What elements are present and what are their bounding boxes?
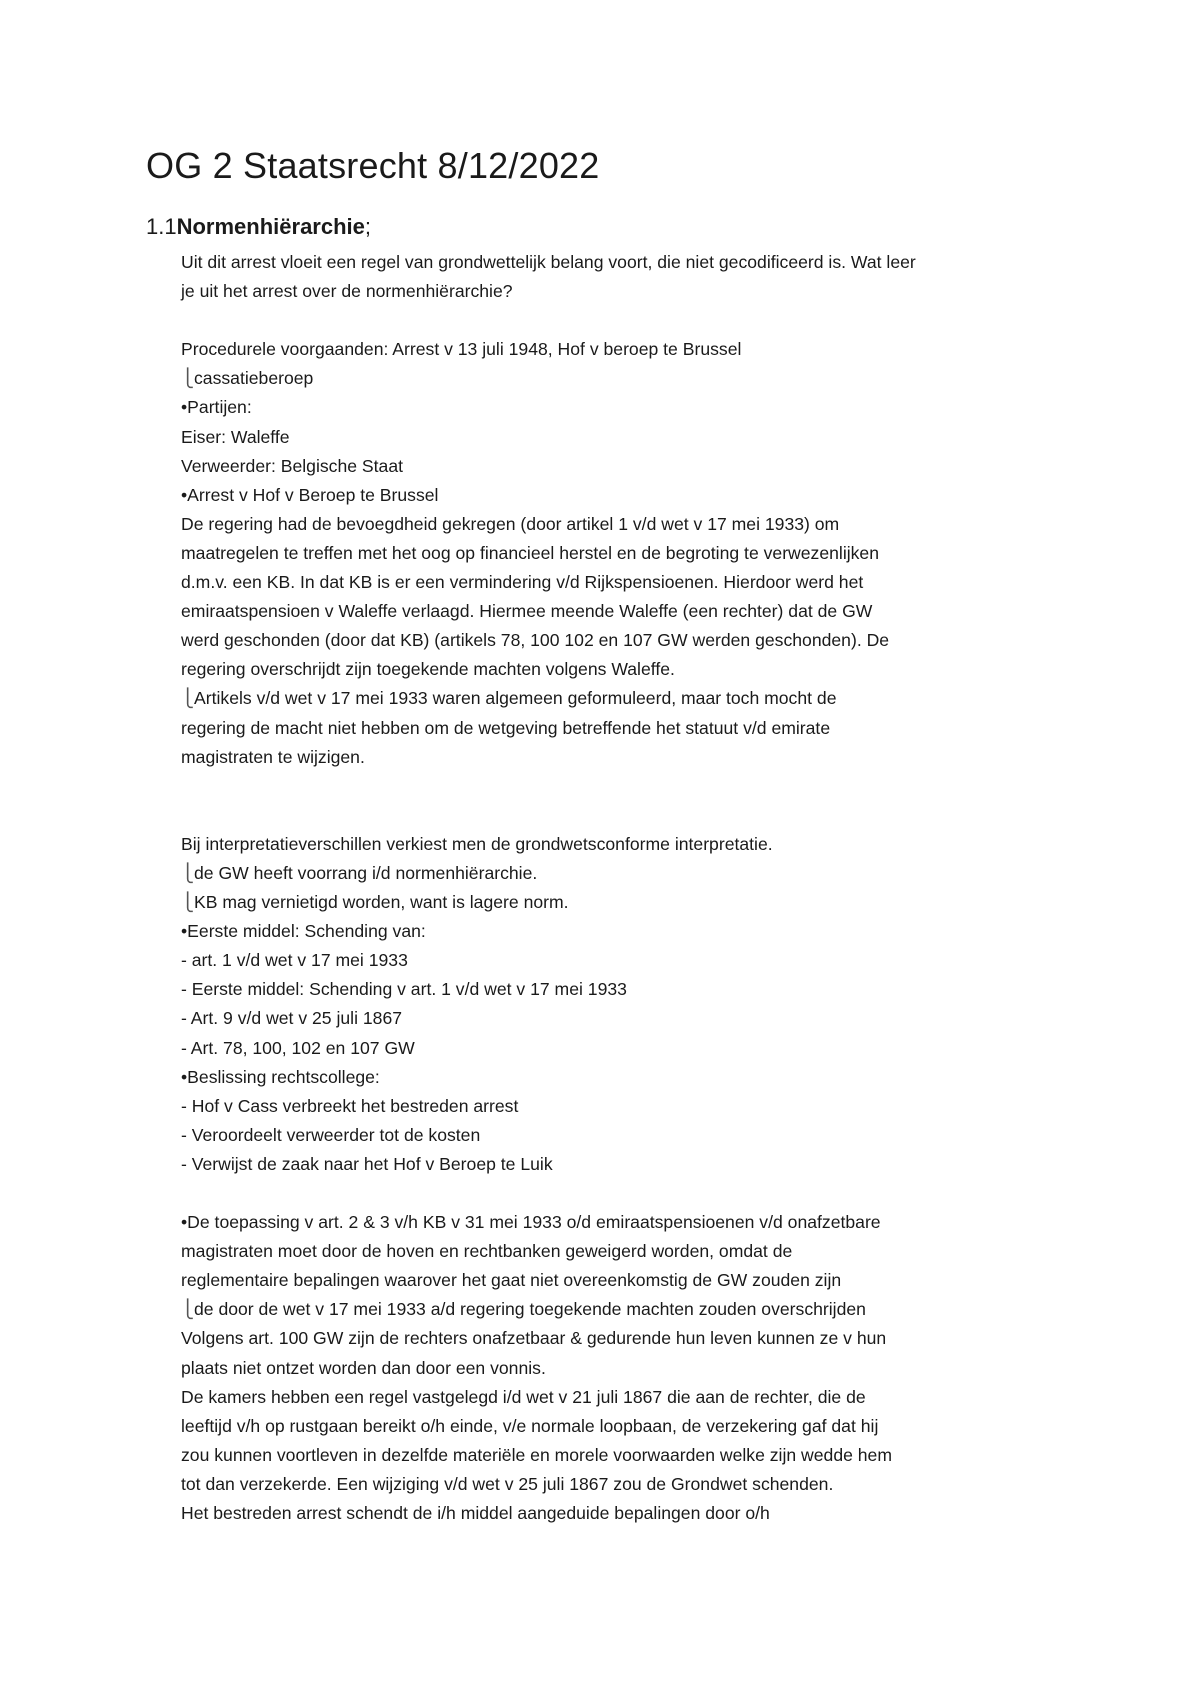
text-line [181, 452, 1061, 481]
text-line [181, 1150, 1061, 1179]
line-text: - Art. 78, 100, 102 en 107 GW [181, 1037, 415, 1058]
line-text: werd geschonden (door dat KB) (artikels 78, 100 102 en 107 GW werden geschonden). De [181, 630, 890, 651]
blank-line [181, 772, 1061, 801]
text-line [181, 1470, 1061, 1499]
text-line [181, 423, 1061, 452]
line-text: tot dan verzekerde. Een wijziging v/d wet v 25 juli 1867 zou de Grondwet schenden. [181, 1473, 834, 1494]
text-line [181, 510, 1061, 539]
bullet-line [181, 1208, 1061, 1237]
arrow-line [181, 1295, 1061, 1324]
line-text: leeftijd v/h op rustgaan bereikt o/h einde, v/e normale loopbaan, de verzekering gaf dat hij [181, 1415, 879, 1436]
arrow-icon: ⎩ [181, 1299, 195, 1320]
line-text: - Eerste middel: Schending v art. 1 v/d wet v 17 mei 1933 [181, 979, 627, 1000]
line-text: KB mag vernietigd worden, want is lagere norm. [194, 892, 569, 913]
text-line [181, 1266, 1061, 1295]
line-text: reglementaire bepalingen waarover het gaat niet overeenkomstig de GW zouden zijn [181, 1270, 842, 1291]
line-text: plaats niet ontzet worden dan door een vonnis. [181, 1357, 546, 1378]
document-body [181, 248, 1061, 1528]
bullet-icon: • [181, 397, 188, 418]
section-number: 1.1 [146, 214, 177, 239]
line-text: Eerste middel: Schending van: [187, 921, 426, 942]
line-text: zou kunnen voortleven in dezelfde materiële en morele voorwaarden welke zijn wedde hem [181, 1444, 893, 1465]
arrow-line [181, 888, 1061, 917]
text-line [181, 946, 1061, 975]
line-text: maatregelen te treffen met het oog op financieel herstel en de begroting te verwezenlijken [181, 542, 880, 563]
line-text: De kamers hebben een regel vastgelegd i/d wet v 21 juli 1867 die aan de rechter, die de [181, 1386, 866, 1407]
arrow-icon: ⎩ [181, 688, 195, 709]
blank-line [181, 1179, 1061, 1208]
text-line [181, 1004, 1061, 1033]
text-line [181, 830, 1061, 859]
bullet-line [181, 917, 1061, 946]
text-line [181, 975, 1061, 1004]
bullet-line [181, 481, 1061, 510]
text-line [181, 655, 1061, 684]
line-text: Procedurele voorgaanden: Arrest v 13 juli 1948, Hof v beroep te Brussel [181, 339, 742, 360]
text-line [181, 626, 1061, 655]
text-line [181, 597, 1061, 626]
section-label: Normenhiërarchie [176, 214, 365, 239]
line-text: cassatieberoep [194, 368, 314, 389]
line-text: - Hof v Cass verbreekt het bestreden arrest [181, 1095, 519, 1116]
text-line [181, 248, 1061, 277]
line-text: De regering had de bevoegdheid gekregen (door artikel 1 v/d wet v 17 mei 1933) om [181, 513, 840, 534]
line-text: Het bestreden arrest schendt de i/h middel aangeduide bepalingen door o/h [181, 1503, 770, 1524]
bullet-line [181, 1063, 1061, 1092]
line-text: magistraten moet door de hoven en rechtbanken geweigerd worden, omdat de [181, 1241, 793, 1262]
line-text: regering de macht niet hebben om de wetgeving betreffende het statuut v/d emirate [181, 717, 831, 738]
text-line [181, 1034, 1061, 1063]
text-line [181, 1324, 1061, 1353]
arrow-line [181, 364, 1061, 393]
text-line [181, 568, 1061, 597]
text-line [181, 335, 1061, 364]
line-text: Eiser: Waleffe [181, 426, 290, 447]
arrow-line [181, 859, 1061, 888]
bullet-icon: • [181, 484, 188, 505]
arrow-icon: ⎩ [181, 368, 195, 389]
line-text: magistraten te wijzigen. [181, 746, 365, 767]
line-text: emiraatspensioen v Waleffe verlaagd. Hiermee meende Waleffe (een rechter) dat de GW [181, 601, 873, 622]
section-heading [146, 214, 371, 240]
text-line [181, 1383, 1061, 1412]
text-line [181, 714, 1061, 743]
bullet-icon: • [181, 1212, 188, 1233]
line-text: je uit het arrest over de normenhiërarchie? [181, 281, 513, 302]
line-text: Bij interpretatieverschillen verkiest men de grondwetsconforme interpretatie. [181, 833, 773, 854]
text-line [181, 1237, 1061, 1266]
line-text: Volgens art. 100 GW zijn de rechters onafzetbaar & gedurende hun leven kunnen ze v hun [181, 1328, 887, 1349]
text-line [181, 277, 1061, 306]
line-text: - Art. 9 v/d wet v 25 juli 1867 [181, 1008, 403, 1029]
text-line [181, 539, 1061, 568]
section-suffix: ; [364, 214, 372, 239]
text-line [181, 743, 1061, 772]
blank-line [181, 801, 1061, 830]
text-line [181, 1499, 1061, 1528]
line-text: Verweerder: Belgische Staat [181, 455, 404, 476]
line-text: de door de wet v 17 mei 1933 a/d regering toegekende machten zouden overschrijden [194, 1299, 866, 1320]
line-text: de GW heeft voorrang i/d normenhiërarchie. [194, 862, 538, 883]
arrow-line [181, 684, 1061, 713]
arrow-icon: ⎩ [181, 862, 195, 883]
text-line [181, 1092, 1061, 1121]
arrow-icon: ⎩ [181, 892, 195, 913]
line-text: Arrest v Hof v Beroep te Brussel [187, 484, 439, 505]
line-text: d.m.v. een KB. In dat KB is er een vermindering v/d Rijkspensioenen. Hierdoor werd het [181, 572, 864, 593]
line-text: regering overschrijdt zijn toegekende machten volgens Waleffe. [181, 659, 675, 680]
blank-line [181, 306, 1061, 335]
line-text: Uit dit arrest vloeit een regel van grondwettelijk belang voort, die niet gecodificeerd is. Wat leer [181, 252, 916, 272]
line-text: Partijen: [187, 397, 252, 418]
text-line [181, 1354, 1061, 1383]
line-text: Beslissing rechtscollege: [187, 1066, 380, 1087]
line-text: Artikels v/d wet v 17 mei 1933 waren algemeen geformuleerd, maar toch mocht de [194, 688, 837, 709]
line-text: De toepassing v art. 2 & 3 v/h KB v 31 mei 1933 o/d emiraatspensioenen v/d onafzetbare [187, 1212, 881, 1233]
line-text: - art. 1 v/d wet v 17 mei 1933 [181, 950, 408, 971]
text-line [181, 1121, 1061, 1150]
document-title: OG 2 Staatsrecht 8/12/2022 [146, 145, 600, 186]
text-line [181, 1412, 1061, 1441]
bullet-icon: • [181, 1066, 188, 1087]
bullet-line [181, 393, 1061, 422]
line-text: - Verwijst de zaak naar het Hof v Beroep te Luik [181, 1153, 553, 1174]
text-line [181, 1441, 1061, 1470]
line-text: - Veroordeelt verweerder tot de kosten [181, 1124, 481, 1145]
bullet-icon: • [181, 921, 188, 942]
